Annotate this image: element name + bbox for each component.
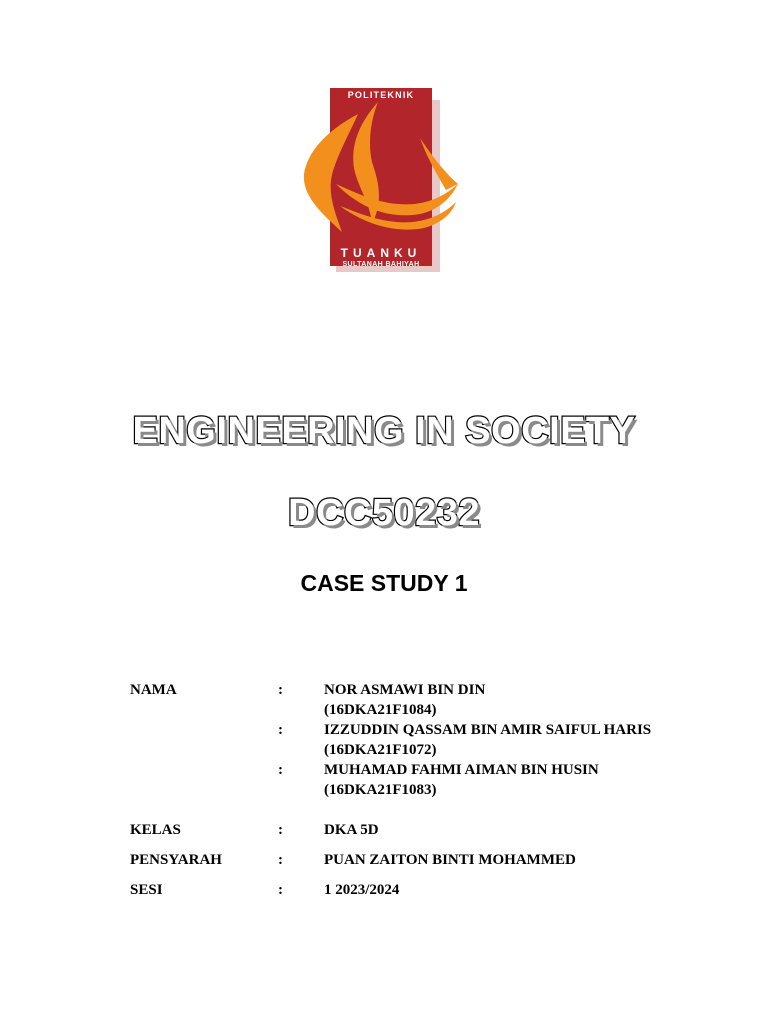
sesi-value: 1 2023/2024 (324, 882, 400, 898)
course-code: DCC50232 (288, 492, 480, 534)
spacer (130, 840, 710, 850)
separator: : (278, 762, 283, 778)
logo-bottom-text-1: TUANKU (340, 246, 422, 260)
logo-red-block (330, 88, 432, 266)
document-subtitle: CASE STUDY 1 (300, 570, 468, 596)
separator: : (278, 822, 283, 838)
student-info-block (130, 680, 710, 900)
member-id: (16DKA21F1084) (324, 702, 437, 718)
info-row-sesi (130, 880, 710, 900)
member-name: IZZUDDIN QASSAM BIN AMIR SAIFUL HARIS (324, 722, 652, 738)
separator: : (278, 852, 283, 868)
member-id: (16DKA21F1072) (324, 742, 437, 758)
info-row-member-id (130, 780, 710, 800)
nama-label: NAMA (130, 682, 177, 698)
pensyarah-label: PENSYARAH (130, 852, 222, 868)
info-row-member-id (130, 740, 710, 760)
politeknik-logo (300, 84, 466, 274)
info-row-pensyarah (130, 850, 710, 870)
sesi-label: SESI (130, 882, 163, 898)
info-row-member-id (130, 700, 710, 720)
logo-bottom-text-2: SULTANAH BAHIYAH (342, 261, 420, 268)
spacer (130, 800, 710, 820)
separator: : (278, 882, 283, 898)
pensyarah-value: PUAN ZAITON BINTI MOHAMMED (324, 852, 576, 868)
member-name: MUHAMAD FAHMI AIMAN BIN HUSIN (324, 762, 599, 778)
info-row-nama (130, 680, 710, 700)
info-row-member (130, 760, 710, 780)
info-row-member (130, 720, 710, 740)
document-title: ENGINEERING IN SOCIETY (132, 410, 636, 452)
member-id: (16DKA21F1083) (324, 782, 437, 798)
kelas-label: KELAS (130, 822, 181, 838)
logo-top-text: POLITEKNIK (347, 90, 415, 100)
member-name: NOR ASMAWI BIN DIN (324, 682, 486, 698)
kelas-value: DKA 5D (324, 822, 379, 838)
separator: : (278, 722, 283, 738)
spacer (130, 870, 710, 880)
separator: : (278, 682, 283, 698)
info-row-kelas (130, 820, 710, 840)
